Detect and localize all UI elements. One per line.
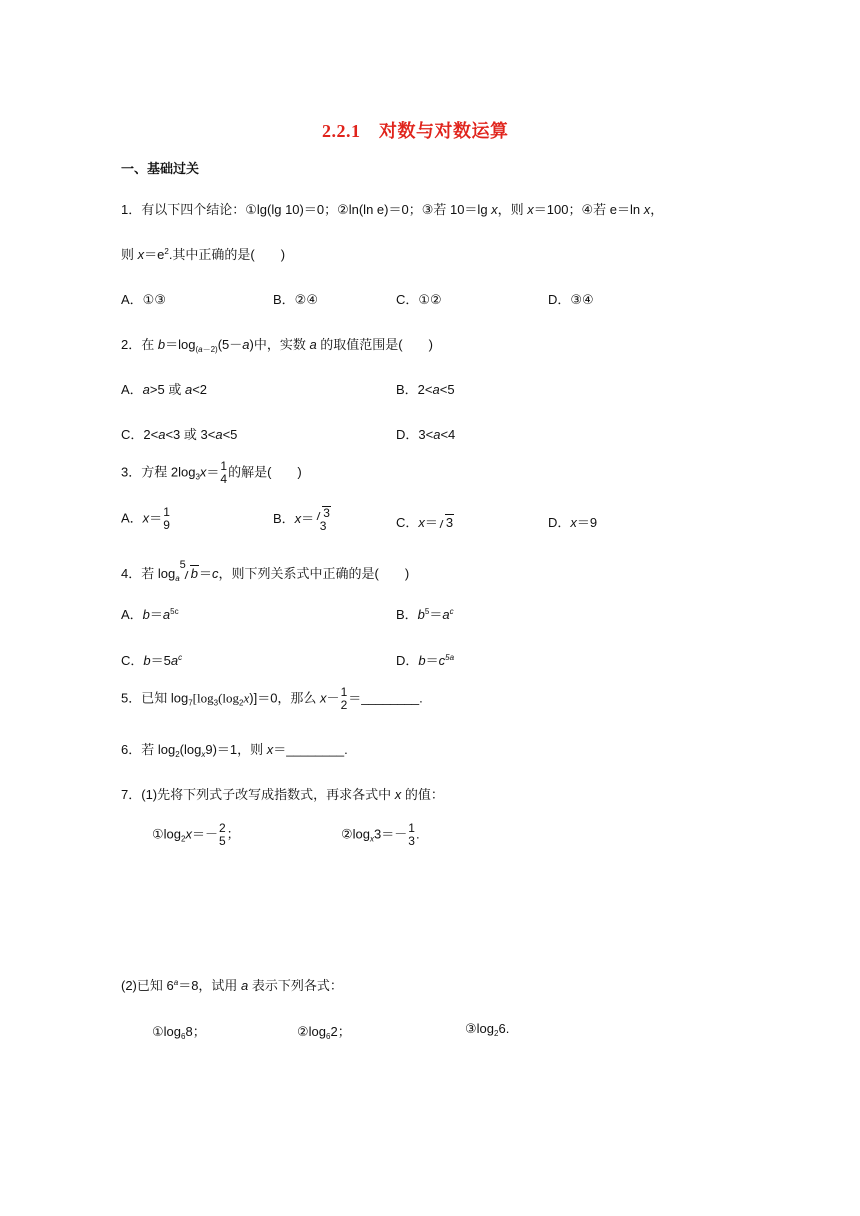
question-text: 在 — [141, 337, 158, 352]
question-5: 5．已知 $\log_7[\log_3(\log_2x)]=0$，那么 x－ 1 2 ＝________. — [121, 685, 423, 712]
question-7-part-2-item-3: $③\log_26$. — [465, 1021, 510, 1038]
fraction: 1 9 — [163, 505, 170, 532]
subscript: 3 — [195, 472, 200, 482]
question-text: ， — [650, 202, 664, 217]
variable: x — [199, 464, 207, 480]
fraction: 1 4 — [220, 459, 228, 486]
root-index: 5 — [179, 559, 186, 571]
question-number: 3． — [121, 464, 142, 480]
page-title: 2.2.1 对数与对数运算 — [322, 121, 509, 141]
option-c: C．$b=5a^c$ — [121, 653, 183, 668]
question-number: 7． — [121, 787, 142, 802]
option-d: D．③④ — [548, 292, 594, 307]
superscript: 2 — [164, 247, 169, 256]
question-7-part-2-item-2: $②\log_62$； — [297, 1024, 351, 1041]
question-number: 1． — [121, 202, 142, 217]
fraction: 2 5 — [218, 821, 226, 848]
question-text: ＝e — [144, 247, 165, 262]
question-text: .其中正确的是( ) — [168, 247, 286, 262]
fraction: 1 2 — [340, 685, 348, 712]
section-heading: 一、基础过关 — [121, 161, 200, 176]
question-1-line-1 — [121, 199, 663, 218]
question-2-stem — [121, 334, 433, 353]
variable: c — [212, 566, 219, 581]
question-text: ，则 — [497, 202, 528, 217]
question-text: ＝100；④若 e＝ln — [533, 202, 644, 217]
option-b: B．②④ — [273, 292, 318, 307]
question-text: 若 log — [141, 566, 176, 581]
fifth-root: b — [183, 565, 199, 581]
option-d: D．3<a<4 — [396, 427, 456, 442]
option-c: C．①② — [396, 292, 442, 307]
question-3-stem: 3．方程 $2\log_3x=$ 1 4 的解是( ) — [121, 459, 302, 486]
square-root: 3 — [438, 514, 454, 530]
question-6: 6．若 $\log_2(\log_x9)=1$，则 x＝________. — [121, 742, 348, 759]
question-7-part-1-item-1: $①\log_2x=-$ 2 5 ； — [152, 821, 240, 848]
question-7-part-2-stem: (2)已知 $6^a=8$，试用 a 表示下列各式： — [121, 978, 343, 993]
variable: a — [242, 337, 250, 352]
variable: a — [309, 337, 317, 352]
question-7-part-1-item-2: $②\log_x3=-$ 1 3 . — [341, 821, 420, 848]
question-number: 2． — [121, 337, 142, 352]
fraction: 3 3 — [315, 506, 331, 533]
option-c: C．2<a<3 或 3<a<5 — [121, 427, 238, 442]
question-text: )中，实数 — [249, 337, 310, 352]
variable: x — [527, 202, 534, 217]
question-number: 6． — [121, 742, 142, 757]
option-d: D．$b=c^{5a}$ — [396, 653, 455, 668]
question-7-part-2-item-1: $①\log_68$； — [152, 1024, 206, 1041]
option-a: A．①③ — [121, 292, 166, 307]
option-b: B．$b^5=a^c$ — [396, 607, 454, 622]
option-a: A．x＝ 1 9 — [121, 505, 170, 532]
square-root: 3 — [315, 506, 331, 520]
variable: b — [157, 337, 166, 352]
option-b: B．x＝ 3 3 — [273, 506, 330, 533]
question-text: (5－ — [217, 337, 243, 352]
question-text: 的解是( ) — [228, 464, 302, 480]
option-b: B．2<a<5 — [396, 382, 455, 397]
variable: x — [137, 247, 145, 262]
question-7-stem: 7．(1)先将下列式子改写成指数式，再求各式中 x 的值： — [121, 787, 444, 802]
variable: x — [491, 202, 498, 217]
question-text: ，则下列关系式中正确的是( ) — [218, 566, 410, 581]
option-c: C．x＝ 3 — [396, 515, 454, 530]
subscript: (a－2) — [195, 345, 218, 354]
question-4-stem: 4．若 $\log_a^5b=c$，则下列关系式中正确的是( ) — [121, 559, 410, 583]
question-number: 5． — [121, 690, 142, 706]
question-text: 有以下四个结论：①lg(lg 10)＝0；②ln(ln e)＝0；③若 10＝lg — [141, 202, 492, 217]
question-text: 的取值范围是( ) — [316, 337, 433, 352]
option-a: A．a>5 或 a<2 — [121, 382, 208, 397]
question-text: ＝log — [165, 337, 196, 352]
option-a: A．$b=a^{5c}$ — [121, 607, 179, 622]
option-d: D．x＝9 — [548, 515, 598, 530]
fraction: 1 3 — [408, 821, 415, 848]
question-1-line-2 — [121, 244, 285, 263]
variable: x — [643, 202, 651, 217]
question-text: 方程 2log — [141, 464, 196, 480]
question-number: 4． — [121, 566, 142, 581]
question-text: 则 — [121, 247, 138, 262]
